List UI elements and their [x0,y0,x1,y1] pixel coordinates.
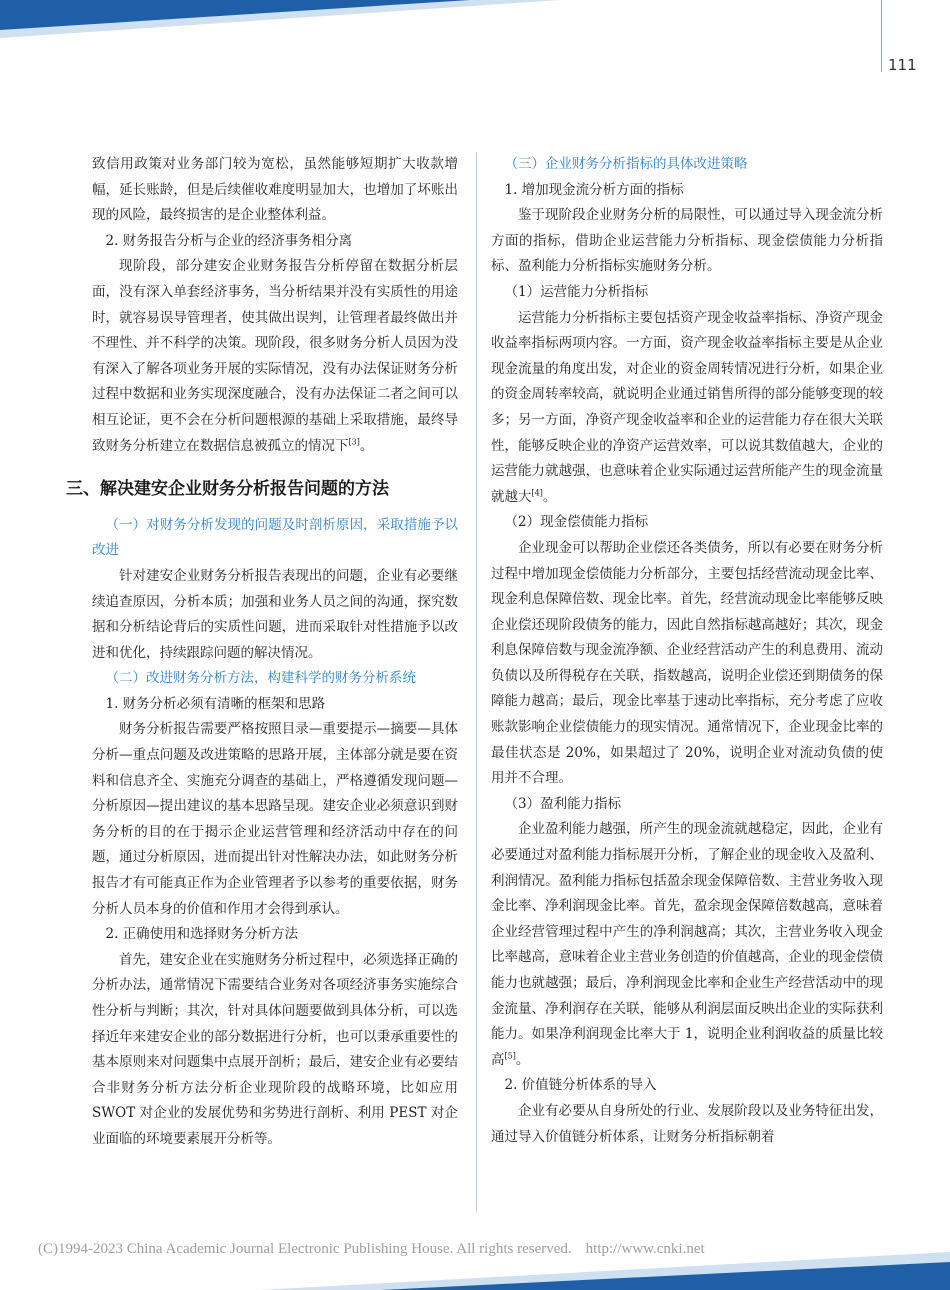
subheading: 1. 增加现金流分析方面的指标 [504,181,684,198]
subheading: 2. 财务报告分析与企业的经济事务相分离 [105,232,353,249]
left-column [66,152,458,1153]
citation: [5] [504,1051,516,1061]
header-decoration-dark [0,0,470,30]
paragraph: 现阶段，部分建安企业财务报告分析停留在数据分析层面，没有深入单套经济事务，当分析结果并没有实质性的用途时，就容易误导管理者，使其做出误判，让管理者最终做出并不理性、并不科学的决策。现阶段，很多财务分析人员因为没有深入了解各项业务开展的实际情况，没有办法保证财务分析过程中数据和业务实现深度融合，没有办法保证二者之间可以相互论证，更不会在分析问题根源的基础上采取措施，最终导致财务分析建立在数据信息被孤立的情况下[3]。 [92,258,458,454]
paragraph: 企业盈利能力越强，所产生的现金流就越稳定，因此，企业有必要通过对盈利能力指标展开分析，了解企业的现金收入及盈利、利润情况。盈利能力指标包括盈余现金保障倍数、主营业务收入现金比率、净利润现金比率。首先，盈余现金保障倍数越高，意味着企业经营管理过程中产生的净利润越高；其次，主营业务收入现金比率越高，意味着企业主营业务创造的价值越高，企业的现金偿债能力也就越强；最后，净利润现金比率和企业生产经营活动中的现金流量、净利润存在关联，能够从利润层面反映出企业的实际获利能力。如果净利润现金比率大于 1，说明企业利润收益的质量比较高[5]。 [491,821,883,1068]
paragraph: 运营能力分析指标主要包括资产现金收益率指标、净资产现金收益率指标两项内容。一方面，资产现金收益率指标主要是从企业现金流量的角度出发，对企业的资金周转情况进行分析，如果企业的资金周转率较高，就说明企业通过销售所得的部分能够变现的较多；另一方面，净资产现金收益率和企业的运营能力存在很大关联性，能够反映企业的净资产运营效率，可以说其数值越大，企业的运营能力就越强，也意味着企业实际通过运营所能产生的现金流量就越大[4]。 [491,309,883,505]
citation: [4] [531,488,543,498]
section-title: 三、解决建安企业财务分析报告问题的方法 [66,479,389,500]
paragraph: 针对建安企业财务分析报告表现出的问题，企业有必要继续追查原因，分析本质；加强和业务人员之间的沟通，探究数据和分析结论背后的实质性问题，进而采取针对性措施予以改进和优化，持续跟踪问题的解决情况。 [92,567,458,661]
subheading: 2. 价值链分析体系的导入 [504,1077,657,1094]
paragraph: 企业有必要从自身所处的行业、发展阶段以及业务特征出发，通过导入价值链分析体系，让财务分析指标朝着 [491,1102,883,1145]
subheading: （1）运营能力分析指标 [504,283,649,300]
subsection-heading: （二）改进财务分析方法，构建科学的财务分析系统 [105,670,416,687]
copyright-text: (C)1994-2023 China Academic Journal Electronic Publishing House. All rights reserved. [38,1241,572,1257]
subheading: 1. 财务分析必须有清晰的框架和思路 [105,695,326,712]
page-number-rule [881,0,882,72]
paragraph: 鉴于现阶段企业财务分析的局限性，可以通过导入现金流分析方面的指标，借助企业运营能力分析指标、现金偿债能力分析指标、盈利能力分析指标实施财务分析。 [491,207,883,275]
cnki-link[interactable]: http://www.cnki.net [585,1241,705,1257]
subsection-heading: （三）企业财务分析指标的具体改进策略 [504,156,748,172]
right-column [491,152,883,1150]
paragraph: 企业现金可以帮助企业偿还各类债务，所以有必要在财务分析过程中增加现金偿债能力分析部分，主要包括经营流动现金比率、现金利息保障倍数、现金比率。首先，经营流动现金比率能够反映企业偿还现阶段债务的能力，因此自然指标越高越好；其次，现金利息保障倍数与现金流净额、企业经营活动产生的利息费用、流动负债以及所得税存在关联，指数越高，说明企业偿还到期债务的保障能力越高；最后，现金比率基于速动比率指标，充分考虑了应收账款影响企业偿债能力的现实情况。通常情况下，企业现金比率的最佳状态是 20%，如果超过了 20%，说明企业对流动负债的使用并不合理。 [491,539,883,787]
paragraph: 致信用政策对业务部门较为宽松，虽然能够短期扩大收款增幅，延长账龄，但是后续催收难度明显加大，也增加了坏账出现的风险，最终损害的是企业整体利益。 [92,156,458,224]
page-number: 111 [888,56,917,74]
subheading: 2. 正确使用和选择财务分析方法 [105,926,299,943]
paragraph: 首先，建安企业在实施财务分析过程中，必须选择正确的分析办法，通常情况下需要结合业务对各项经济事务实施综合性分析与判断；其次，针对具体问题要做到具体分析，可以选择近年来建安企业的部分数据进行分析，也可以秉承重要性的基本原则来对问题集中点展开剖析；最后，建安企业有必要结合非财务分析方法分析企业现阶段的战略环境，比如应用 SWOT 对企业的发展优势和劣势进行剖析、利用 PEST 对企业面临的环境要素展开分析等。 [92,951,458,1147]
footer-decoration-dark [380,1262,950,1290]
subsection-heading: （一）对财务分析发现的问题及时剖析原因，采取措施予以改进 [92,516,458,559]
subheading: （2）现金偿债能力指标 [504,514,649,531]
paragraph: 财务分析报告需要严格按照目录—重要提示—摘要—具体分析—重点问题及改进策略的思路开展，主体部分就是要在资料和信息齐全、实施充分调查的基础上，严格遵循发现问题—分析原因—提出建议的基本思路呈现。建安企业必须意识到财务分析的目的在于揭示企业运营管理和经济活动中存在的问题，通过分析原因，进而提出针对性解决办法，如此财务分析报告才有可能真正作为企业管理者予以参考的重要依据，财务分析人员本身的价值和作用才会得到承认。 [92,721,458,917]
column-divider [476,152,477,1212]
subheading: （3）盈利能力指标 [504,795,622,812]
citation: [3] [348,437,360,447]
